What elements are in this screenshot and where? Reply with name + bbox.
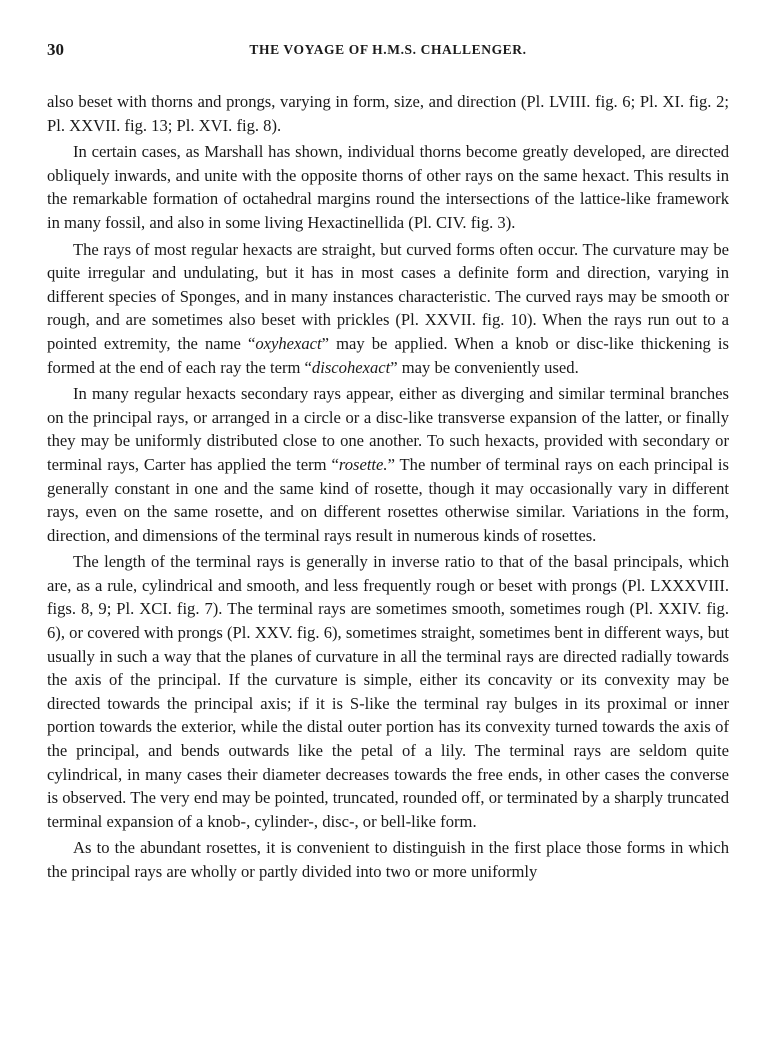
term-rosette: rosette. bbox=[338, 454, 388, 474]
text-run: ” The number of terminal rays on each principal is generally constant in one and the same kind of rosette, though it may occasionally vary in different rays, even on the same rosette, and on different rosettes otherwise similar. Variations in the form, direction, and dimensions of the terminal rays result in numerous kinds of rosettes. bbox=[47, 454, 729, 545]
term-discohexact: discohexact bbox=[311, 357, 391, 377]
paragraph-rosettes bbox=[47, 382, 729, 547]
text-run: The rays of most regular hexacts are straight, but curved forms often occur. The curvature may be quite irregular and undulating, but it has in most cases a definite form and direction, varying in different species of Sponges, and in many instances characteristic. The curved rays may be smooth or rough, and are sometimes also beset with prickles (Pl. XXVII. fig. 10). When the rays run out to a pointed extremity, the name “ bbox=[47, 239, 729, 353]
paragraph-continued: also beset with thorns and prongs, varying in form, size, and direction (Pl. LVIII. fig. 6; Pl. XI. fig. 2; Pl. XXVII. fig. 13; Pl. XVI. fig. 8). bbox=[47, 92, 729, 135]
paragraph-terminal-rays: The length of the terminal rays is generally in inverse ratio to that of the basal principals, which are, as a rule, cylindrical and smooth, and less frequently rough or beset with prongs (Pl. LXXXVIII. figs. 8, 9; Pl. XCI. fig. 7). The terminal rays are sometimes smooth, sometimes rough (Pl. XXIV. fig. 6), or covered with prongs (Pl. XXV. fig. 6), sometimes straight, sometimes bent in different ways, but usually in such a way that the planes of curvature in all the terminal rays are directed radially towards the axis of the principal. If the curvature is simple, either its concavity or its convexity may be directed towards the principal axis; if it is S-like the terminal ray bulges in its proximal or inner portion towards the exterior, while the distal outer portion has its convexity turned towards the axis of the principal, and bends outwards like the petal of a lily. The terminal rays are seldom quite cylindrical, in many cases their diameter decreases towards the free ends, in other cases the converse is observed. The very end may be pointed, truncated, rounded off, or terminated by a sharply truncated terminal expansion of a knob-, cylinder-, disc-, or bell-like form. bbox=[47, 552, 729, 831]
paragraph-curved-rays bbox=[47, 238, 729, 380]
text-run: In many regular hexacts secondary rays appear, either as diverging and similar terminal branches on the principal rays, or arranged in a circle or a disc-like transverse expansion of the latter, or finally they may be uniformly distributed close to one another. To such hexacts, provided with secondary or terminal rays, Carter has applied the term “ bbox=[47, 384, 729, 474]
paragraph-abundant-rosettes: As to the abundant rosettes, it is convenient to distinguish in the first place those forms in which the principal rays are wholly or partly divided into two or more uniformly bbox=[47, 838, 729, 881]
book-page bbox=[47, 40, 729, 1040]
paragraph-octahedral-margins: In certain cases, as Marshall has shown, individual thorns become greatly developed, are directed obliquely inwards, and unite with the opposite thorns of other rays on the same hexact. This results in the remarkable formation of octahedral margins round the intersections of the lattice-like framework in many fossil, and also in some living Hexactinellida (Pl. CIV. fig. 3). bbox=[47, 142, 729, 232]
text-run: ” may be conveniently used. bbox=[390, 357, 579, 377]
term-oxyhexact: oxyhexact bbox=[255, 333, 322, 353]
page-number: 30 bbox=[47, 40, 64, 59]
running-header bbox=[47, 40, 729, 66]
text-run: ” may be applied. When a knob or disc-like thickening is formed at the end of each ray the term “ bbox=[47, 333, 729, 377]
body-text bbox=[47, 90, 729, 884]
running-title: THE VOYAGE OF H.M.S. CHALLENGER. bbox=[249, 42, 527, 57]
